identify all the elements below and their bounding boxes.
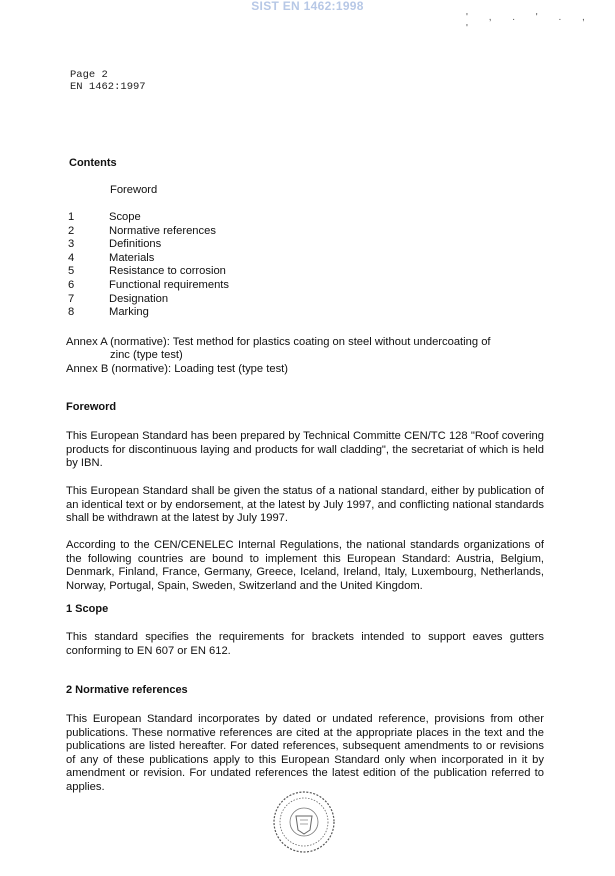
scan-specks: ' , . ' . , ': [466, 12, 594, 34]
page-number: Page 2: [70, 69, 108, 81]
toc-label: Scope: [109, 211, 141, 223]
contents-heading: Contents: [69, 157, 117, 169]
toc-num: 1: [68, 211, 75, 223]
toc-label: Marking: [109, 306, 149, 319]
toc-label: Normative references: [109, 224, 216, 237]
scope-heading: 1 Scope: [66, 603, 109, 615]
watermark: SIST EN 1462:1998: [251, 0, 364, 13]
toc-label: Materials: [109, 251, 155, 264]
toc-num: 2: [68, 224, 75, 237]
toc-num: 8: [68, 306, 75, 319]
toc-annex-a-line1: Annex A (normative): Test method for plastics coating on steel without undercoating of: [66, 336, 491, 348]
toc-annex-a-line2: zinc (type test): [110, 349, 183, 361]
toc-num: 4: [68, 251, 75, 264]
foreword-paragraph-1: This European Standard has been prepared by Technical Committe CEN/TC 128 "Roof covering products for discontinuous laying and products for wall cladding", the secretariat of which is held by IBN.: [66, 430, 544, 470]
stamp-seal-icon: [272, 790, 336, 859]
toc-label: Definitions: [109, 238, 162, 251]
normative-paragraph: This European Standard incorporates by dated or undated reference, provisions from other publications. These normative references are cited at the appropriate places in the text and the publications are listed hereafter. For dated references, subsequent amendments to or revisions of any of these publications apply to this European Standard only when incorporated in it by amendment or revision. For undated references the latest edition of the publication referred to applies.: [66, 713, 544, 793]
toc-label: Functional requirements: [109, 279, 230, 291]
toc-num: 7: [68, 292, 75, 305]
normative-heading: 2 Normative references: [66, 684, 188, 696]
page-header: [70, 69, 146, 93]
toc-foreword: Foreword: [110, 184, 158, 196]
foreword-paragraph-3: According to the CEN/CENELEC Internal Regulations, the national standards organizations of the following countries are bound to implement this European Standard: Austria, Belgium, Denmark, Finland, France, Germany, Greece, Iceland, Ireland, Italy, Luxembourg, Netherlands, Norway, Portugal, Spain, Sweden, Switzerland and the United Kingdom.: [66, 539, 544, 592]
doc-number: EN 1462:1997: [70, 81, 146, 93]
scope-paragraph: This standard specifies the requirements for brackets intended to support eaves gutters conforming to EN 607 or EN 612.: [66, 631, 544, 657]
foreword-paragraph-2: This European Standard shall be given the status of a national standard, either by publication of an identical text or by endorsement, at the latest by July 1997, and conflicting national standards shall be withdrawn at the latest by July 1997.: [66, 485, 544, 525]
toc-label: Resistance to corrosion: [109, 265, 226, 278]
toc-label: Designation: [109, 292, 169, 305]
foreword-heading: Foreword: [66, 401, 117, 413]
toc-num: 3: [68, 238, 75, 251]
toc-num: 6: [68, 279, 75, 291]
toc-annex-b: Annex B (normative): Loading test (type test): [66, 363, 288, 375]
toc-num: 5: [68, 265, 75, 278]
